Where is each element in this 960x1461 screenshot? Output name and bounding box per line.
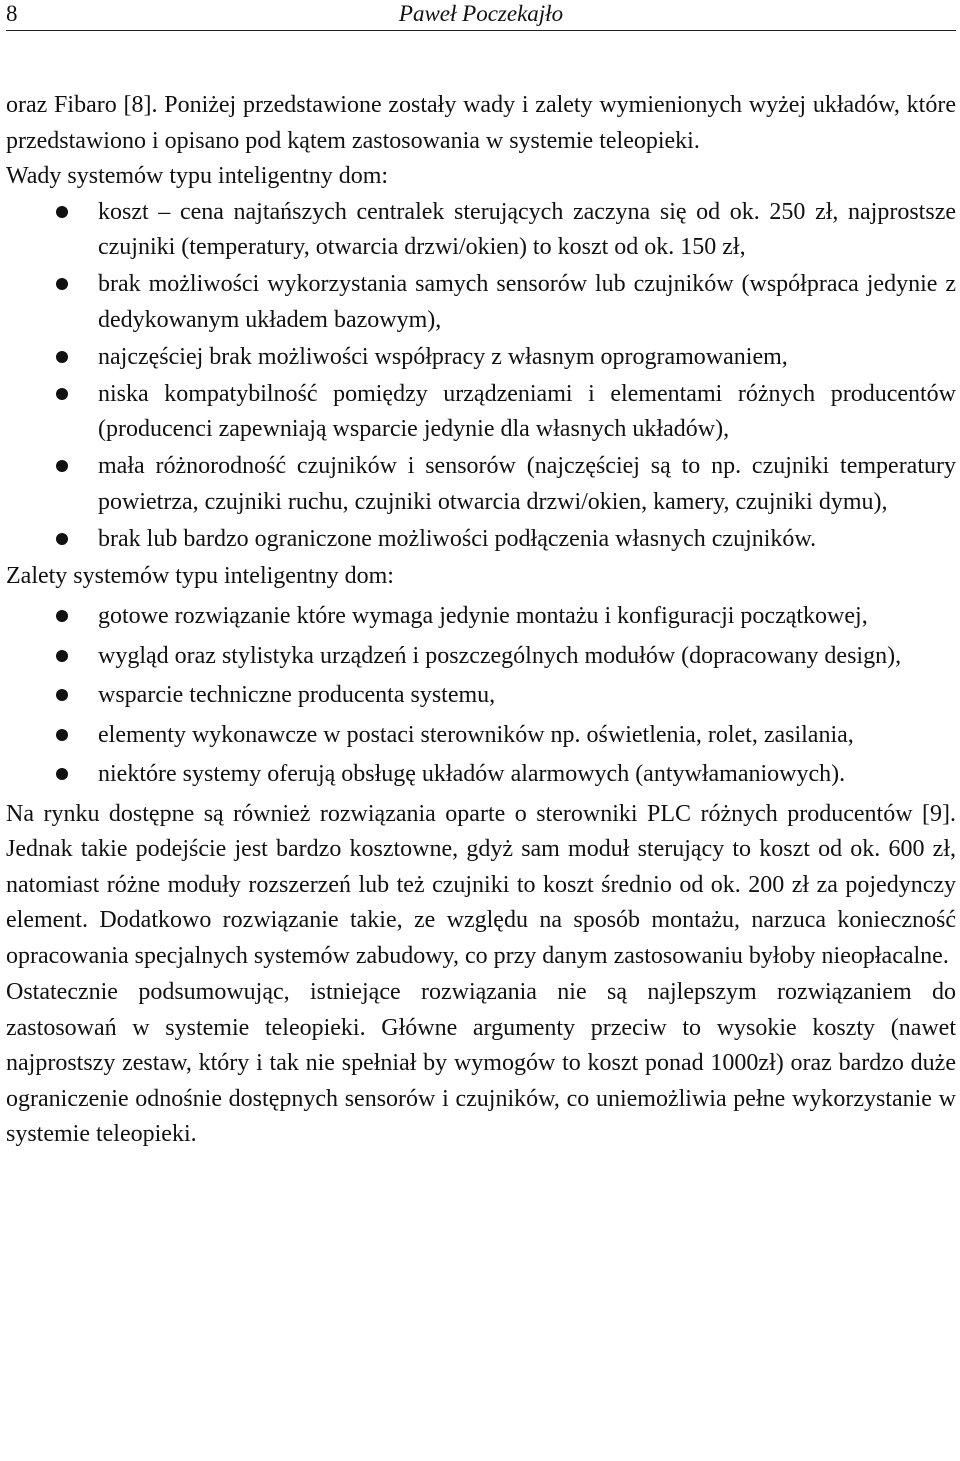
list-item [6, 377, 956, 448]
bullet-icon [56, 768, 68, 780]
list-item [6, 340, 956, 376]
list-item-text: najczęściej brak możliwości współpracy z własnym oprogramowaniem, [98, 343, 788, 370]
list-item [6, 678, 956, 714]
bullet-icon [56, 351, 68, 363]
disadvantages-heading: Wady systemów typu inteligentny dom: [6, 163, 389, 189]
advantages-list [6, 599, 956, 793]
list-item-text: gotowe rozwiązanie które wymaga jedynie montażu i konfiguracji początkowej, [98, 603, 868, 629]
list-item-text: brak możliwości wykorzystania samych sensorów lub czujników (współpraca jedynie z dedykowanym układem bazowym), [98, 271, 956, 333]
plc-paragraph: Na rynku dostępne są również rozwiązania oparte o sterowniki PLC różnych producentów [9]. Jednak takie podejście jest bardzo kosztowne, gdyż sam moduł sterujący to koszt od ok. 600 zł, natomiast różne moduły rozszerzeń lub też czujniki to koszt średnio od ok. 200 zł za pojedynczy element. Dodatkowo rozwiązanie takie, ze względu na sposób montażu, narzuca konieczność opracowania specjalnych systemów zabudowy, co przy danym zastosowaniu byłoby nieopłacalne. [6, 800, 956, 969]
page-header [6, 0, 956, 31]
summary-paragraph: Ostatecznie podsumowując, istniejące rozwiązania nie są najlepszym rozwiązaniem do zastosowań w systemie teleopieki. Główne argumenty przeciw to wysokie koszty (nawet najprostszy zestaw, który i tak nie spełniał by wymogów to koszt ponad 1000zł) oraz bardzo duże ograniczenie odnośnie dostępnych sensorów i czujników, co uniemożliwia pełne wykorzystanie w systemie teleopieki. [6, 979, 956, 1147]
list-item-text: niektóre systemy oferują obsługę układów alarmowych (antywłamaniowych). [98, 761, 846, 787]
running-head-author: Paweł Poczekajło [398, 1, 564, 26]
list-item-text: niska kompatybilność pomiędzy urządzeniami i elementami różnych producentów (producenci zapewniają wsparcie jedynie dla własnych układów), [98, 380, 956, 442]
list-item [6, 718, 956, 754]
page-body [6, 88, 956, 1153]
list-item-text: brak lub bardzo ograniczone możliwości podłączenia własnych czujników. [98, 525, 817, 552]
bullet-icon [56, 729, 68, 741]
bullet-icon [56, 460, 68, 472]
bullet-icon [56, 610, 68, 622]
list-item [6, 449, 956, 520]
bullet-icon [56, 533, 68, 545]
list-item [6, 757, 956, 793]
list-item-text: wygląd oraz stylistyka urządzeń i poszczególnych modułów (dopracowany design), [98, 642, 902, 669]
list-item-text: elementy wykonawcze w postaci sterowników np. oświetlenia, rolet, zasilania, [98, 721, 854, 748]
list-item [6, 599, 956, 635]
list-item-text: wsparcie techniczne producenta systemu, [98, 682, 496, 708]
list-item [6, 267, 956, 338]
disadvantages-list [6, 195, 956, 558]
list-item-text: koszt – cena najtańszych centralek sterujących zaczyna się od ok. 250 zł, najprostsze czujniki (temperatury, otwarcia drzwi/okien) to koszt od ok. 150 zł, [98, 198, 956, 260]
bullet-icon [56, 278, 68, 290]
bullet-icon [56, 206, 68, 218]
bullet-icon [56, 388, 68, 400]
intro-paragraph: oraz Fibaro [8]. Poniżej przedstawione zostały wady i zalety wymienionych wyżej układów, które przedstawiono i opisano pod kątem zastosowania w systemie teleopieki. [6, 92, 956, 154]
list-item [6, 195, 956, 266]
list-item [6, 639, 956, 675]
document-page [6, 0, 956, 1153]
list-item [6, 522, 956, 558]
advantages-heading: Zalety systemów typu inteligentny dom: [6, 562, 394, 589]
bullet-icon [56, 650, 68, 662]
bullet-icon [56, 689, 68, 701]
page-number: 8 [6, 1, 18, 26]
list-item-text: mała różnorodność czujników i sensorów (najczęściej są to np. czujniki temperatury powietrza, czujniki ruchu, czujniki otwarcia drzwi/okien, kamery, czujniki dymu), [98, 453, 956, 515]
